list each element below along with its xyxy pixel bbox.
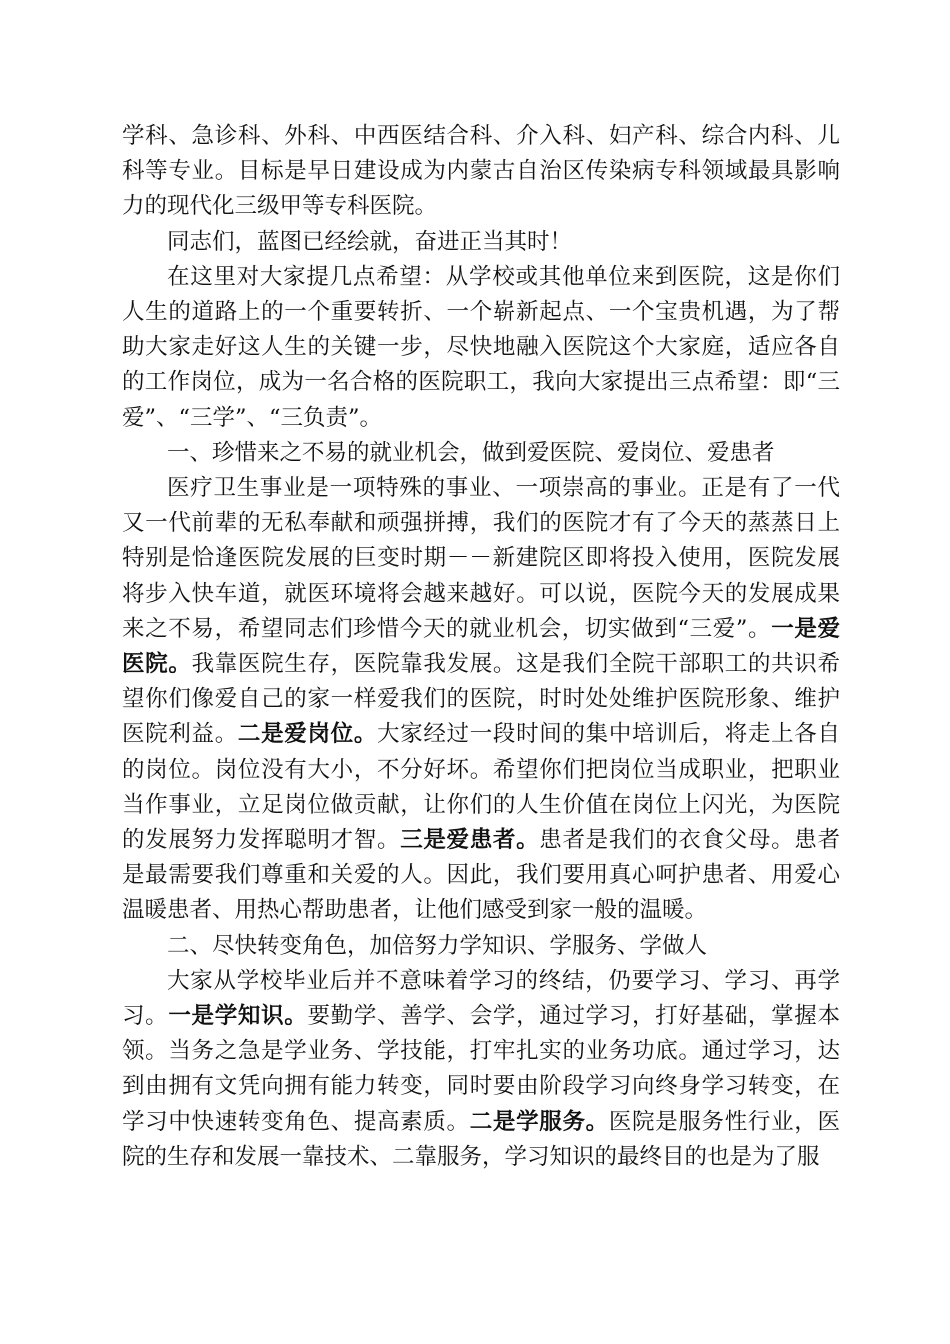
document-page bbox=[122, 119, 840, 1175]
paragraph-2 bbox=[122, 225, 840, 260]
section-heading-1 bbox=[122, 436, 840, 471]
paragraph-1-text: 学科、急诊科、外科、中西医结合科、介入科、妇产科、综合内科、儿科等专业。目标是早日建设成为内蒙古自治区传染病专科领域最具影响力的现代化三级甲等专科医院。 bbox=[122, 123, 840, 220]
paragraph-7-bold-learn-knowledge: 一是学知识。 bbox=[168, 1003, 308, 1030]
paragraph-5 bbox=[122, 471, 840, 929]
paragraph-5-run-5: 大家经过一段时间的集中培训后，将走上各自的岗位。岗位没有大小，不分好坏。希望你们把岗位当成职业，把职业当作事业，立足岗位做贡献，让你们的人生价值在岗位上闪光，为医院的发展努力发挥聪明才智。 bbox=[122, 721, 840, 854]
section-heading-2-text: 二、尽快转变角色，加倍努力学知识、学服务、学做人 bbox=[167, 932, 708, 959]
paragraph-5-bold-love-post: 二是爱岗位。 bbox=[237, 721, 378, 748]
paragraph-3-text: 在这里对大家提几点希望：从学校或其他单位来到医院，这是你们人生的道路上的一个重要转折、一个崭新起点、一个宝贵机遇，为了帮助大家走好这人生的关键一步，尽快地融入医院这个大家庭，适应各自的工作岗位，成为一名合格的医院职工，我向大家提出三点希望：即“三爱”、“三学”、“三负责”。 bbox=[122, 263, 840, 431]
paragraph-7-run-3: 要勤学、善学、会学，通过学习，打好基础，掌握本领。当务之急是学业务、学技能，打牢扎实的业务功底。通过学习，达到由拥有文凭向拥有能力转变，同时要由阶段学习向终身学习转变，在学习中快速转变角色、提高素质。 bbox=[122, 1003, 840, 1135]
paragraph-5-run-1: 医疗卫生事业是一项特殊的事业、一项崇高的事业。正是有了一代又一代前辈的无私奉献和顽强拼搏，我们的医院才有了今天的蒸蒸日上特别是恰逢医院发展的巨变时期－－新建院区即将投入使用，医院发展将步入快车道，就医环境将会越来越好。可以说，医院今天的发展成果来之不易，希望同志们珍惜今天的就业机会，切实做到“三爱”。 bbox=[122, 475, 840, 642]
section-heading-1-text: 一、珍惜来之不易的就业机会，做到爱医院、爱岗位、爱患者 bbox=[167, 439, 775, 466]
paragraph-1 bbox=[122, 119, 840, 225]
paragraph-5-run-3: 我靠医院生存，医院靠我发展。这是我们全院干部职工的共识希望你们像爱自己的家一样爱我们的医院，时时处处维护医院形象、维护医院利益。 bbox=[122, 651, 840, 748]
paragraph-5-bold-love-patient: 三是爱患者。 bbox=[400, 827, 540, 854]
paragraph-2-text: 同志们，蓝图已经绘就，奋进正当其时！ bbox=[167, 228, 573, 255]
paragraph-7 bbox=[122, 964, 840, 1175]
paragraph-7-run-5: 医院是服务性行业，医院的生存和发展一靠技术、二靠服务，学习知识的最终目的也是为了服 bbox=[122, 1108, 840, 1170]
section-heading-2 bbox=[122, 929, 840, 964]
paragraph-7-run-1: 大家从学校毕业后并不意味着学习的终结，仍要学习、学习、再学习。 bbox=[122, 967, 840, 1030]
paragraph-3 bbox=[122, 260, 840, 436]
paragraph-5-bold-love-hospital: 一是爱医院。 bbox=[122, 615, 840, 678]
paragraph-7-bold-learn-service: 二是学服务。 bbox=[469, 1108, 609, 1135]
paragraph-5-run-7: 患者是我们的衣食父母。患者是最需要我们尊重和关爱的人。因此，我们要用真心呵护患者、用爱心温暖患者、用热心帮助患者，让他们感受到家一般的温暖。 bbox=[122, 827, 840, 924]
